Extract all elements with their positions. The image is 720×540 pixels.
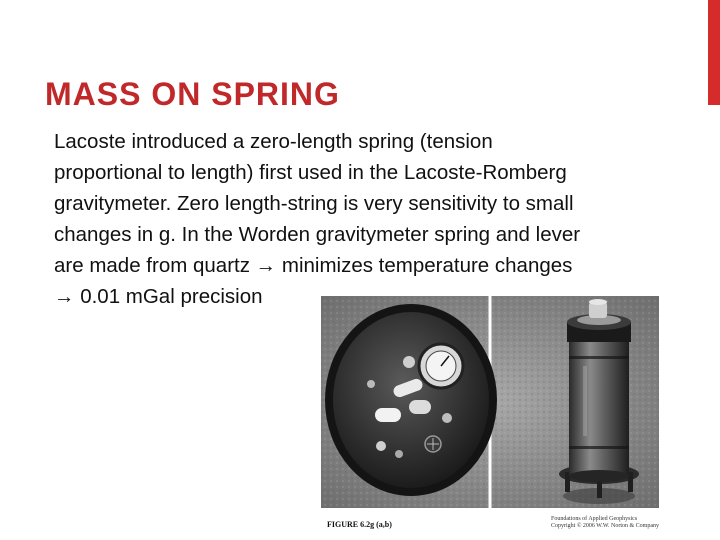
slide-body-text	[54, 126, 674, 312]
gravimeter-top-view	[325, 304, 497, 496]
body-line: proportional to length) first used in the Lacoste-Romberg	[54, 161, 567, 184]
body-line: are made from quartz → minimizes temperature changes	[54, 254, 573, 277]
gravimeter-side-view	[559, 299, 639, 504]
body-line: Lacoste introduced a zero-length spring (tension	[54, 130, 493, 153]
gravimeter-figure	[315, 292, 665, 540]
figure-credit-line: Copyright © 2006 W.W. Norton & Company	[551, 523, 660, 529]
body-line: → 0.01 mGal precision	[54, 285, 263, 308]
body-line: gravitymeter. Zero length-string is very sensitivity to small	[54, 192, 574, 215]
accent-bar	[708, 0, 720, 105]
body-line: changes in g. In the Worden gravitymeter spring and lever	[54, 223, 581, 246]
figure-credit-line: Foundations of Applied Geophysics	[551, 516, 638, 522]
gravimeter-photo	[321, 296, 659, 508]
figure-caption: FIGURE 6.2g (a,b)	[327, 520, 392, 529]
figure-credit	[551, 516, 659, 530]
slide-title: MASS ON SPRING	[45, 76, 340, 112]
